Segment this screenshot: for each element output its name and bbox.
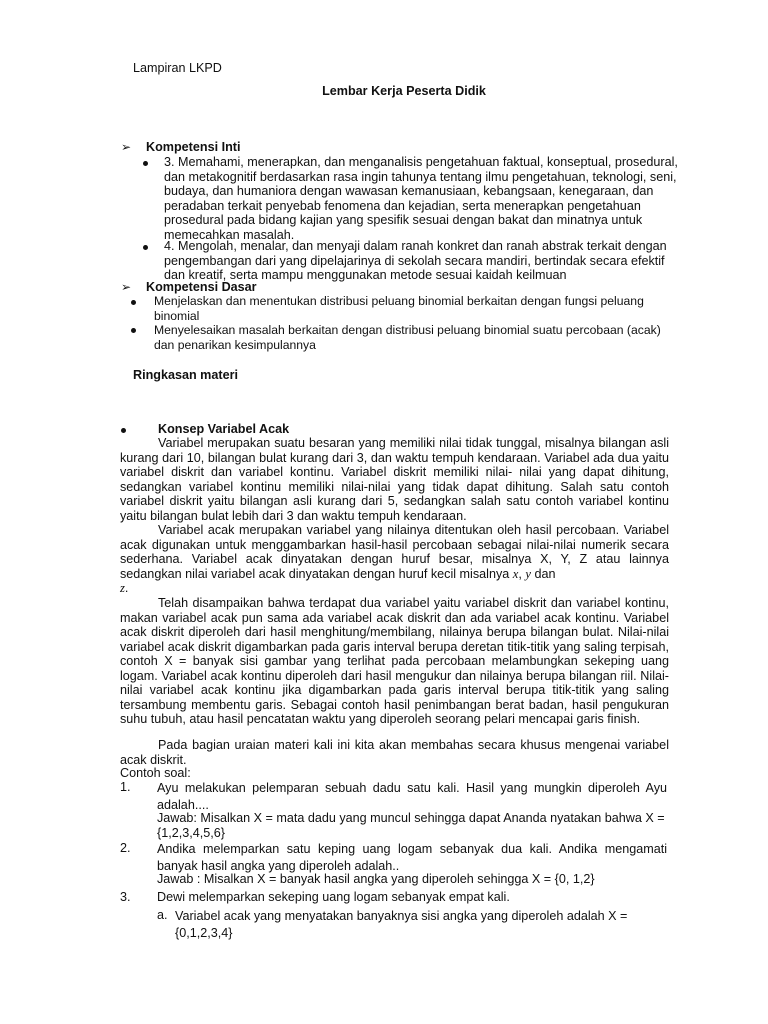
sub-item-label: a. [157, 908, 168, 922]
var-x: x [512, 566, 519, 581]
page-title: Lembar Kerja Peserta Didik [322, 84, 486, 98]
example-answer: Jawab : Misalkan X = banyak hasil angka yang diperoleh sehingga X = {0, 1,2} [157, 872, 595, 886]
kd-heading: Kompetensi Dasar [146, 280, 257, 294]
ki-heading: Kompetensi Inti [146, 140, 241, 154]
example-question: Ayu melakukan pelemparan sebuah dadu satu kali. Hasil yang mungkin diperoleh Ayu adalah.... [157, 781, 667, 812]
bullet-icon [143, 245, 148, 250]
period: . [124, 581, 129, 595]
example-number: 3. [120, 890, 131, 904]
examples-heading: Contoh soal: [120, 766, 191, 780]
arrow-bullet-icon: ➢ [121, 140, 132, 154]
appendix-label: Lampiran LKPD [133, 61, 222, 75]
kd-item-1: Menjelaskan dan menentukan distribusi peluang binomial berkaitan dengan fungsi peluang binomial [154, 294, 644, 323]
var-z: z [120, 581, 125, 595]
and-word: dan [534, 566, 556, 581]
example-question: Andika melemparkan satu keping uang logam sebanyak dua kali. Andika mengamati banyak hasil angka yang diperoleh adalah.. [157, 842, 667, 873]
concept-paragraph-4: Pada bagian uraian materi kali ini kita akan membahas secara khusus mengenai variabel acak diskrit. [120, 738, 669, 767]
bullet-icon [121, 428, 126, 433]
bullet-icon [131, 300, 136, 305]
concept-heading: Konsep Variabel Acak [158, 422, 290, 436]
kd-item-2: Menyelesaikan masalah berkaitan dengan distribusi peluang binomial suatu percobaan (acak) dan penarikan kesimpulannya [154, 323, 661, 352]
concept-paragraph-1: Variabel merupakan suatu besaran yang memiliki nilai tidak tunggal, misalnya bilangan asli kurang dari 10, bilangan bulat kurang dari 3, dan waktu tempuh kendaraan. Variabel ada dua yaitu variabel diskrit dan variabel kontinu. Variabel diskrit memiliki nilai- nilai yang dapat dihitung, sedangkan variabel kontinu memiliki nilai-nilai yang tidak dapat dihitung. Salah satu contoh variabel diskrit yaitu bilangan asli kurang dari 5, sedangkan salah satu contoh variabel kontinu yaitu bilangan bulat lebih dari 3 dan waktu tempuh kendaraan. [120, 436, 669, 523]
ki-item-4: 4. Mengolah, menalar, dan menyaji dalam ranah konkret dan ranah abstrak terkait dengan pengembangan dari yang dipelajarinya di sekolah secara mandiri, bertindak secara efektif dan kreatif, serta mampu menggunakan metode sesuai kaidah keilmuan [164, 239, 667, 282]
concept-paragraph-3: Telah disampaikan bahwa terdapat dua variabel yaitu variabel diskrit dan variabel kontinu, makan variabel acak pun sama ada variabel acak diskrit dan ada variabel acak kontinu. Variabel acak diskrit diperoleh dari hasil menghitung/membilang, nilainya berupa bilangan bulat. Nilai-nilai variabel acak diskrit digambarkan pada garis interval berupa deretan titik-titik yang saling terpisah, contoh X = banyak sisi gambar yang terlihat pada percobaan melambungkan sekeping uang logam. Variabel acak kontinu diperoleh dari hasil mengukur dan nilainya berupa bilangan riil. Nilai-nilai variabel acak kontinu jika digambarkan pada garis interval berupa titik-titik yang saling tersambung membentu garis. Sebagai contoh hasil penimbangan berat badan, hasil pengukuran suhu tubuh, atau hasil pencatatan waktu yang diperoleh seorang pelari mencapai garis finish. [120, 596, 669, 726]
example-number: 2. [120, 841, 131, 855]
sub-item-text: Variabel acak yang menyatakan banyaknya sisi angka yang diperoleh adalah X = {0,1,2,3,4} [175, 909, 628, 940]
example-number: 1. [120, 780, 131, 794]
example-answer: Jawab: Misalkan X = mata dadu yang muncul sehingga dapat Ananda nyatakan bahwa X = {1,2,3,4,5,6} [157, 811, 665, 840]
concept-paragraph-2: Variabel acak merupakan variabel yang nilainya ditentukan oleh hasil percobaan. Variabel acak digunakan untuk menggambarkan hasil-hasil percobaan sebagai nilai-nilai numerik secara sederhana. Variabel acak dinyatakan dengan huruf besar, misalnya X, Y, Z atau lainnya sedangkan nilai variabel acak dinyatakan dengan huruf kecil misalnya x, y dan z. [120, 523, 669, 595]
concept-paragraph-2-text: Variabel acak merupakan variabel yang nilainya ditentukan oleh hasil percobaan. Variabel acak digunakan untuk menggambarkan hasil-hasil percobaan sebagai nilai-nilai numerik secara sederhana. Variabel acak dinyatakan dengan huruf besar, misalnya X, Y, Z atau lainnya sedangkan nilai variabel acak dinyatakan dengan huruf kecil misalnya [120, 523, 669, 581]
ki-item-3: 3. Memahami, menerapkan, dan menganalisis pengetahuan faktual, konseptual, prosedural, dan metakognitif berdasarkan rasa ingin tahunya tentang ilmu pengetahuan, teknologi, seni, budaya, dan humaniora dengan wawasan kemanusiaan, kebangsaan, kenegaraan, dan peradaban terkait penyebab fenomena dan kejadian, serta menerapkan pengetahuan prosedural pada bidang kajian yang spesifik sesuai dengan bakat dan minatnya untuk memecahkan masalah. [164, 155, 678, 242]
example-question: Dewi melemparkan sekeping uang logam sebanyak empat kali. [157, 890, 510, 904]
var-y: y [525, 566, 531, 581]
arrow-bullet-icon: ➢ [121, 280, 132, 294]
bullet-icon [131, 328, 136, 333]
summary-heading: Ringkasan materi [133, 368, 238, 382]
bullet-icon [143, 161, 148, 166]
